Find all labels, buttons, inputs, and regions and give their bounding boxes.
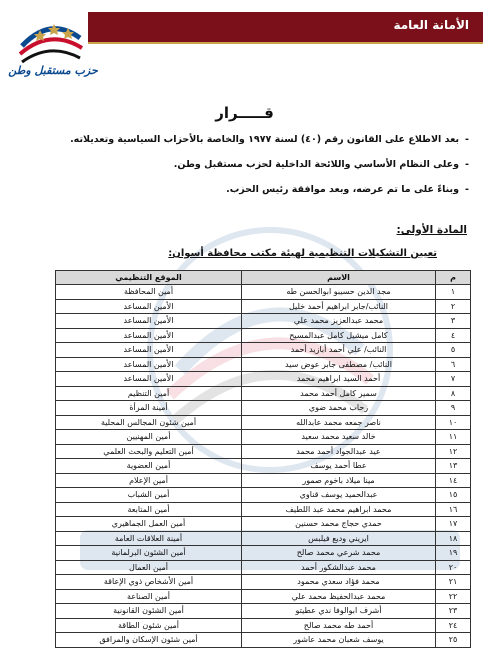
member-position: أمين العضوية	[56, 459, 242, 474]
table-row	[56, 633, 471, 648]
member-name: محمد عبدالشكور أحمد	[242, 560, 436, 575]
table-row	[56, 357, 471, 372]
member-position: الأمين المساعد	[56, 357, 242, 372]
table-row	[56, 415, 471, 430]
row-number: ٨	[436, 386, 471, 401]
member-name: رحاب محمد ضوي	[242, 401, 436, 416]
table-row	[56, 531, 471, 546]
member-name: أحمد طه محمد صالح	[242, 618, 436, 633]
member-name: أحمد السيد ابراهيم محمد	[242, 372, 436, 387]
row-number: ١٤	[436, 473, 471, 488]
table-row	[56, 372, 471, 387]
header-num: م	[436, 271, 471, 285]
member-position: أمين التنظيم	[56, 386, 242, 401]
member-position: أمين الشئون القانونية	[56, 604, 242, 619]
table-row	[56, 328, 471, 343]
preamble-clause: -وبناءً على ما تم عرضه، وبعد موافقة رئيس الحزب.	[226, 184, 469, 195]
row-number: ٢٢	[436, 589, 471, 604]
article-label: المادة الأولى:	[396, 224, 467, 236]
row-number: ٢٣	[436, 604, 471, 619]
member-name: محمد شرعي محمد صالح	[242, 546, 436, 561]
preamble-clause: -بعد الاطلاع على القانون رقم (٤٠) لسنة ١٩٧٧ والخاصة بالأحزاب السياسية وتعديلاته.	[70, 134, 469, 145]
member-name: كامل ميشيل كامل عبدالمسيح	[242, 328, 436, 343]
table-row	[56, 459, 471, 474]
member-name: محمد ابراهيم محمد عبد اللطيف	[242, 502, 436, 517]
row-number: ١	[436, 285, 471, 300]
row-number: ٧	[436, 372, 471, 387]
member-position: أمين الشئون البرلمانية	[56, 546, 242, 561]
member-name: عيد عبدالجواد أحمد محمد	[242, 444, 436, 459]
table-row	[56, 285, 471, 300]
table-row	[56, 618, 471, 633]
header-position: الموقع التنظيمي	[56, 271, 242, 285]
member-position: أمين الأشخاص ذوي الإعاقة	[56, 575, 242, 590]
row-number: ٢٥	[436, 633, 471, 648]
table-row	[56, 343, 471, 358]
table-row	[56, 386, 471, 401]
member-name: مينا ميلاد باخوم صمور	[242, 473, 436, 488]
preamble-clauses	[29, 134, 469, 209]
member-position: أمين الإعلام	[56, 473, 242, 488]
member-name: ناصر جمعه محمد عابدالله	[242, 415, 436, 430]
row-number: ٣	[436, 314, 471, 329]
table-row	[56, 444, 471, 459]
row-number: ١٥	[436, 488, 471, 503]
member-position: أمين شئون الطاقة	[56, 618, 242, 633]
member-name: محمد عبدالحفيظ محمد علي	[242, 589, 436, 604]
header-name: الاسم	[242, 271, 436, 285]
row-number: ١٨	[436, 531, 471, 546]
member-name: النائب/ مصطفى جابر عوض سيد	[242, 357, 436, 372]
member-position: أمين شئون المجالس المحلية	[56, 415, 242, 430]
member-position: أمين شئون الإسكان والمرافق	[56, 633, 242, 648]
member-position: أمين الشباب	[56, 488, 242, 503]
row-number: ١٢	[436, 444, 471, 459]
table-body	[56, 285, 471, 648]
member-position: الأمين المساعد	[56, 299, 242, 314]
row-number: ٤	[436, 328, 471, 343]
party-name: حزب مستقبل وطن	[8, 64, 98, 77]
member-position: أمين العمال	[56, 560, 242, 575]
preamble-clause: -وعلى النظام الأساسي واللائحة الداخلية لحزب مستقبل وطن.	[173, 159, 469, 170]
member-position: الأمين المساعد	[56, 372, 242, 387]
table-subtitle: تعيين التشكيلات التنظيمية لهيئة مكتب محافظة أسوان:	[168, 248, 437, 259]
member-name: النائب/جابر ابراهيم أحمد خليل	[242, 299, 436, 314]
member-name: سمير كامل أحمد محمد	[242, 386, 436, 401]
row-number: ١٦	[436, 502, 471, 517]
member-name: مجد الدين حسيبو ابوالحسن طه	[242, 285, 436, 300]
member-position: أمين المتابعة	[56, 502, 242, 517]
member-position: أمين التعليم والبحث العلمي	[56, 444, 242, 459]
member-name: عبدالحميد يوسف قناوي	[242, 488, 436, 503]
row-number: ٩	[436, 401, 471, 416]
table-row	[56, 502, 471, 517]
table-row	[56, 473, 471, 488]
member-name: أشرف ابوالوفا ندي عطيتو	[242, 604, 436, 619]
appointments-table	[55, 270, 471, 648]
member-position: أمين المهنيين	[56, 430, 242, 445]
header-bar	[88, 12, 483, 44]
table-row	[56, 314, 471, 329]
member-name: خالد سعيد محمد سعيد	[242, 430, 436, 445]
member-position: الأمين المساعد	[56, 343, 242, 358]
member-position: الأمين المساعد	[56, 314, 242, 329]
table-row	[56, 488, 471, 503]
member-name: عطا أحمد يوسف	[242, 459, 436, 474]
decree-title: قـــــرار	[215, 104, 274, 122]
row-number: ٢	[436, 299, 471, 314]
row-number: ٢١	[436, 575, 471, 590]
member-name: يوسف شعبان محمد عاشور	[242, 633, 436, 648]
member-name: ايريني وديع فيلبس	[242, 531, 436, 546]
member-position: أمينة العلاقات العامة	[56, 531, 242, 546]
table-row	[56, 560, 471, 575]
member-position: أمين العمل الجماهيري	[56, 517, 242, 532]
row-number: ١٩	[436, 546, 471, 561]
member-name: حمدي حجاج محمد حسنين	[242, 517, 436, 532]
table-row	[56, 401, 471, 416]
table-row	[56, 517, 471, 532]
member-name: النائب/ علي أحمد أبازيد أحمد	[242, 343, 436, 358]
table-row	[56, 575, 471, 590]
member-name: محمد فؤاد سعدي محمود	[242, 575, 436, 590]
row-number: ١١	[436, 430, 471, 445]
member-name: محمد عبدالعزيز محمد علي	[242, 314, 436, 329]
member-position: أمينة المرأة	[56, 401, 242, 416]
row-number: ٢٤	[436, 618, 471, 633]
member-position: الأمين المساعد	[56, 328, 242, 343]
row-number: ١٧	[436, 517, 471, 532]
table-row	[56, 604, 471, 619]
member-position: أمين المحافظة	[56, 285, 242, 300]
table-row	[56, 299, 471, 314]
table-row	[56, 546, 471, 561]
row-number: ١٠	[436, 415, 471, 430]
member-position: أمين الصناعة	[56, 589, 242, 604]
row-number: ٥	[436, 343, 471, 358]
table-row	[56, 589, 471, 604]
table-header-row	[56, 271, 471, 285]
header-title: الأمانة العامة	[393, 18, 469, 32]
row-number: ٢٠	[436, 560, 471, 575]
row-number: ١٣	[436, 459, 471, 474]
table-row	[56, 430, 471, 445]
row-number: ٦	[436, 357, 471, 372]
